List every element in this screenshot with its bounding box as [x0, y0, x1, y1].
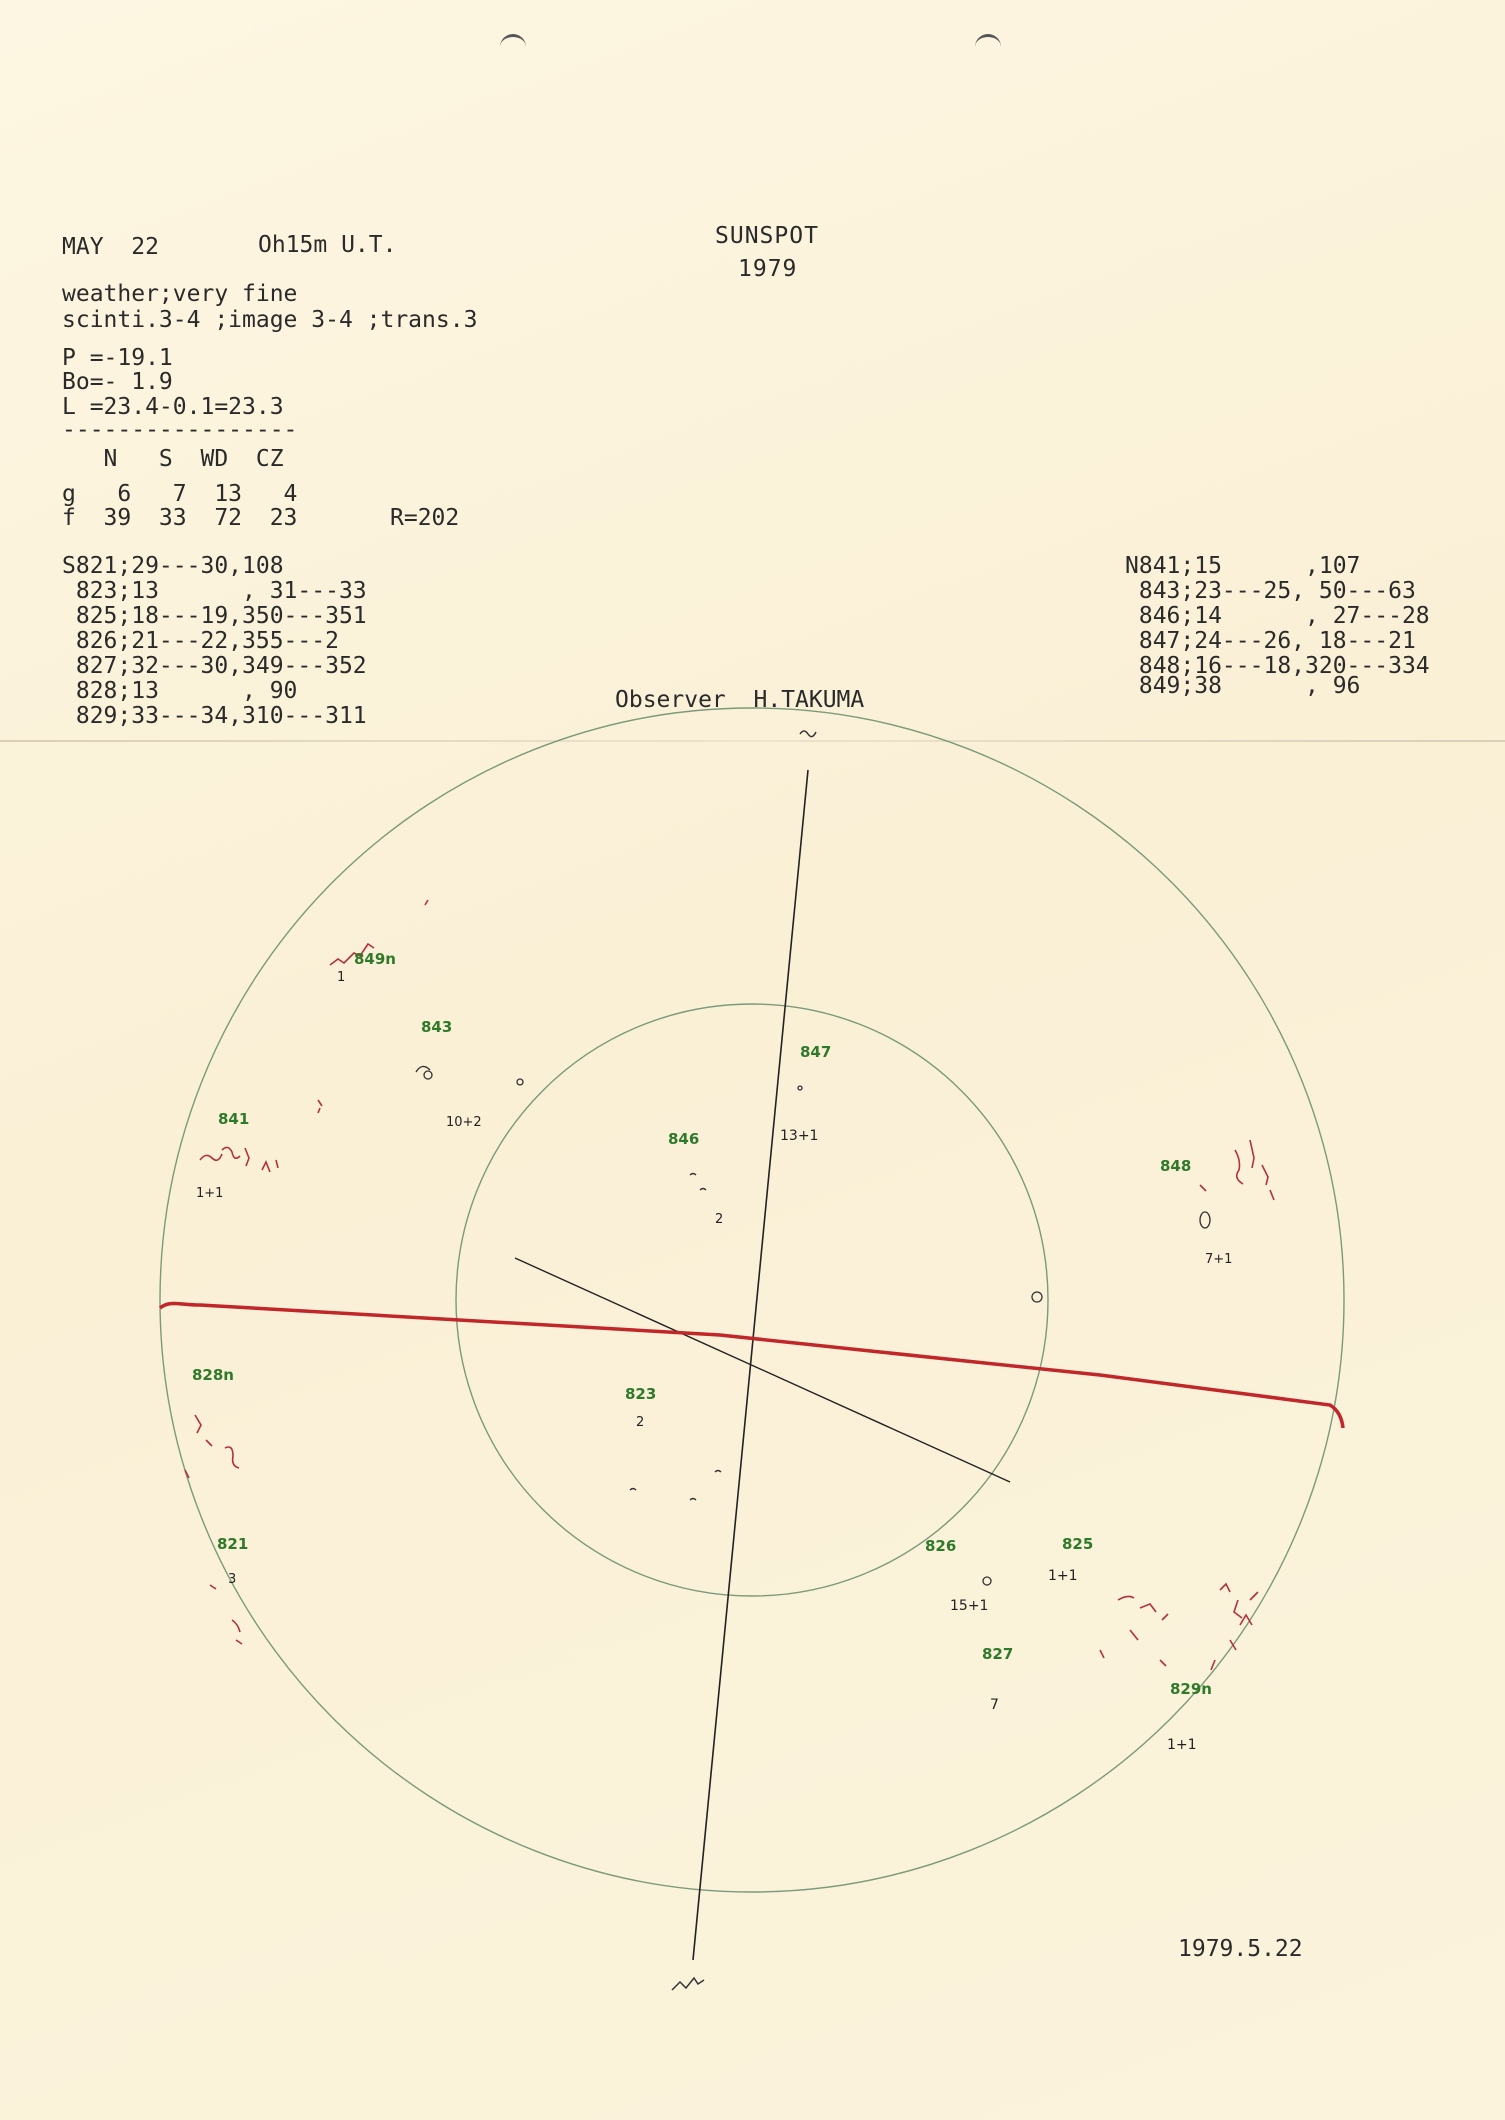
north-group-row: 849;38 , 96: [1125, 673, 1361, 699]
group-label-825: 825: [1062, 1535, 1094, 1553]
separator-rule: -----------------: [62, 417, 298, 443]
group-count-825: 1+1: [1048, 1568, 1078, 1584]
p-angle: P =-19.1: [62, 345, 173, 371]
bo-angle: Bo=- 1.9: [62, 369, 173, 395]
spot-825-umbra: [1032, 1292, 1042, 1302]
group-label-827: 827: [982, 1645, 1014, 1663]
north-group-row: 843;23---25, 50---63: [1125, 578, 1416, 604]
sunspot-sketches: [185, 900, 1274, 1670]
spot-group-848: [1200, 1140, 1274, 1200]
spot-847-umbra: [798, 1086, 802, 1090]
observer-name: Observer H.TAKUMA: [615, 687, 865, 713]
group-count-821: 3: [228, 1572, 237, 1587]
count-table-f-row: f 39 33 72 23: [62, 505, 298, 531]
group-count-846: 2: [715, 1212, 724, 1227]
group-count-827: 7: [990, 1697, 999, 1713]
group-label-847: 847: [800, 1043, 832, 1061]
spot-mark: [318, 1100, 322, 1113]
count-table-g-row: g 6 7 13 4: [62, 481, 298, 507]
spot-826-umbra: [983, 1577, 991, 1585]
north-group-row: 847;24---26, 18---21: [1125, 628, 1416, 654]
south-group-row: 827;32---30,349---352: [62, 653, 367, 679]
group-count-841: 1+1: [196, 1186, 224, 1201]
inner-reference-circle: [456, 1004, 1048, 1596]
ecliptic-line: [515, 1258, 1010, 1482]
l-angle: L =23.4-0.1=23.3: [62, 394, 284, 420]
sheet-year: 1979: [738, 256, 798, 282]
group-label-829: 829n: [1170, 1680, 1212, 1698]
count-table-header: N S WD CZ: [62, 446, 284, 472]
group-label-846: 846: [668, 1130, 700, 1148]
spot-843-umbra: [424, 1071, 432, 1079]
spot-group-825-area: [1100, 1596, 1168, 1666]
group-label-826: 826: [925, 1537, 957, 1555]
observation-date: MAY 22: [62, 234, 159, 260]
pole-mark-north: [800, 731, 816, 737]
group-count-848: 7+1: [1205, 1252, 1233, 1267]
north-group-row: 848;16---18,320---334: [1125, 653, 1430, 679]
spot-843-follower: [517, 1079, 523, 1085]
group-count-829: 1+1: [1167, 1737, 1197, 1753]
south-group-row: S821;29---30,108: [62, 553, 284, 579]
solar-disk-outline: [160, 708, 1344, 1892]
observation-time: Oh15m U.T.: [258, 232, 397, 258]
group-count-843: 10+2: [446, 1115, 482, 1130]
footer-date: 1979.5.22: [1178, 1936, 1303, 1962]
group-count-849: 1: [337, 970, 346, 985]
south-group-row: 825;18---19,350---351: [62, 603, 367, 629]
seeing-line: scinti.3-4 ;image 3-4 ;trans.3: [62, 307, 478, 333]
group-label-841: 841: [218, 1110, 250, 1128]
group-label-843: 843: [421, 1018, 453, 1036]
pole-mark-south: [672, 1978, 704, 1990]
group-label-821: 821: [217, 1535, 249, 1553]
north-group-row: N841;15 ,107: [1125, 553, 1361, 579]
south-group-row: 828;13 , 90: [62, 678, 298, 704]
weather-line: weather;very fine: [62, 281, 298, 307]
south-group-row: 823;13 , 31---33: [62, 578, 367, 604]
group-label-849: 849n: [354, 950, 396, 968]
spot-mark: [425, 900, 428, 905]
spot-group-829: [1211, 1584, 1258, 1670]
spot-group-841: [200, 1147, 278, 1172]
spot-group-828: [185, 1415, 239, 1478]
group-label-823: 823: [625, 1385, 657, 1403]
group-label-848: 848: [1160, 1157, 1192, 1175]
group-label-828: 828n: [192, 1366, 234, 1384]
sheet-title: SUNSPOT: [715, 223, 819, 249]
group-count-823: 2: [636, 1415, 645, 1430]
north-group-row: 846;14 , 27---28: [1125, 603, 1430, 629]
group-count-826: 15+1: [950, 1598, 989, 1614]
south-group-row: 826;21---22,355---2: [62, 628, 339, 654]
relative-number: R=202: [390, 505, 460, 531]
group-count-847: 13+1: [780, 1128, 819, 1144]
south-group-row: 829;33---34,310---311: [62, 703, 367, 729]
spot-group-821: [210, 1585, 242, 1644]
spot-mark: [630, 1174, 724, 1501]
spot-848-umbra: [1200, 1212, 1210, 1228]
